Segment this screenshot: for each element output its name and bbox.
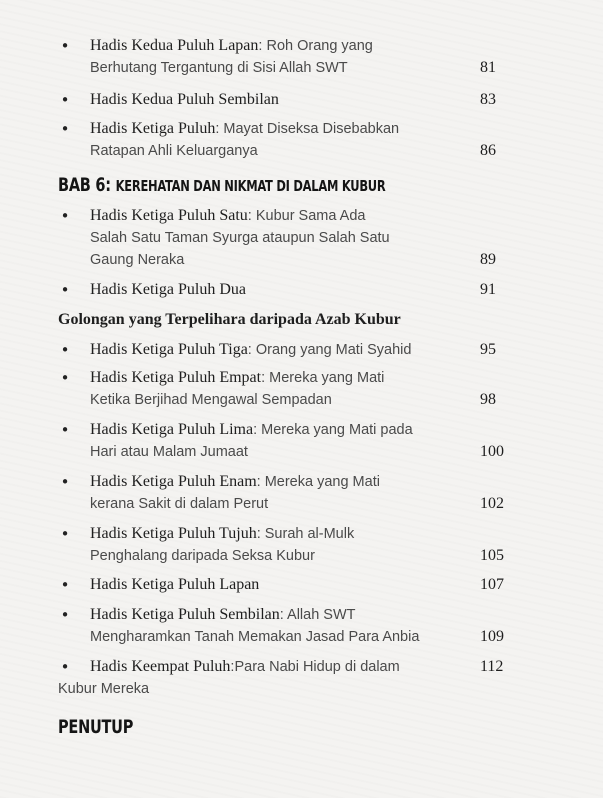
page-number: 95 bbox=[480, 341, 496, 358]
entry-description-line: Berhutang Tergantung di Sisi Allah SWT bbox=[90, 60, 348, 76]
page-number: 105 bbox=[480, 547, 504, 564]
page-number: 91 bbox=[480, 281, 496, 298]
bullet-icon: • bbox=[60, 207, 70, 225]
entry-text bbox=[90, 523, 460, 567]
page-number: 100 bbox=[480, 443, 504, 460]
entry-text bbox=[90, 339, 460, 361]
bullet-icon: • bbox=[60, 281, 70, 299]
bullet-icon: • bbox=[60, 606, 70, 624]
chapter-heading bbox=[58, 715, 133, 739]
page-number: 81 bbox=[480, 59, 496, 76]
entry-description: Mereka yang Mati bbox=[264, 474, 380, 490]
bullet-icon: • bbox=[60, 120, 70, 138]
entry-title: Hadis Ketiga Puluh Enam bbox=[90, 473, 257, 490]
entry-title: Hadis Ketiga Puluh Satu bbox=[90, 207, 248, 224]
bullet-icon: • bbox=[60, 525, 70, 543]
entry-description-line: Kubur Mereka bbox=[58, 681, 150, 697]
entry-text bbox=[90, 205, 460, 271]
entry-title: Hadis Ketiga Puluh bbox=[90, 120, 216, 137]
entry-title: Hadis Ketiga Puluh Sembilan bbox=[90, 606, 280, 623]
entry-description: Orang yang Mati Syahid bbox=[255, 342, 412, 358]
separator: : bbox=[215, 121, 224, 137]
separator: : bbox=[230, 659, 235, 675]
bullet-icon: • bbox=[60, 369, 70, 387]
entry-description-line: Mengharamkan Tanah Memakan Jasad Para Anbia bbox=[90, 629, 420, 645]
entry-description: Para Nabi Hidup di dalam bbox=[234, 659, 400, 675]
chapter-label: PENUTUP bbox=[58, 716, 134, 738]
entry-description: Roh Orang yang bbox=[266, 38, 373, 54]
entry-description: Mereka yang Mati bbox=[269, 370, 385, 386]
entry-title: Hadis Ketiga Puluh Lima bbox=[90, 421, 254, 438]
bullet-icon: • bbox=[60, 37, 70, 55]
chapter-label: BAB 6: bbox=[58, 174, 111, 196]
entry-title: Hadis Ketiga Puluh Empat bbox=[90, 369, 262, 386]
entry-title: Hadis Ketiga Puluh Tiga bbox=[90, 341, 248, 358]
bullet-icon: • bbox=[60, 658, 70, 676]
page-number: 83 bbox=[480, 91, 496, 108]
page-number: 98 bbox=[480, 391, 496, 408]
entry-description-line: Salah Satu Taman Syurga ataupun Salah Satu bbox=[90, 230, 390, 246]
entry-text bbox=[90, 118, 460, 162]
entry-title: Hadis Ketiga Puluh Lapan bbox=[90, 576, 260, 593]
separator: : bbox=[256, 474, 265, 490]
entry-title: Hadis Ketiga Puluh Tujuh bbox=[90, 525, 257, 542]
chapter-title: KEREHATAN DAN NIKMAT DI DALAM KUBUR bbox=[115, 177, 386, 195]
entry-text bbox=[90, 367, 460, 411]
entry-description: Kubur Sama Ada bbox=[255, 208, 366, 224]
entry-description-line: Hari atau Malam Jumaat bbox=[90, 444, 248, 460]
entry-text bbox=[90, 279, 460, 301]
separator: : bbox=[261, 370, 270, 386]
entry-text bbox=[90, 604, 460, 648]
bullet-icon: • bbox=[60, 421, 70, 439]
entry-title: Hadis Keempat Puluh bbox=[90, 658, 231, 675]
separator: : bbox=[247, 342, 256, 358]
page-number: 109 bbox=[480, 628, 504, 645]
chapter-heading bbox=[58, 173, 385, 198]
entry-text bbox=[90, 574, 460, 596]
entry-description-line: Gaung Neraka bbox=[90, 252, 185, 268]
entry-text bbox=[90, 89, 460, 111]
entry-text bbox=[58, 656, 460, 700]
separator: : bbox=[258, 38, 267, 54]
entry-title: Hadis Kedua Puluh Lapan bbox=[90, 37, 259, 54]
entry-description: Surah al-Mulk bbox=[264, 526, 355, 542]
entry-description-line: kerana Sakit di dalam Perut bbox=[90, 496, 269, 512]
entry-description-line: Ratapan Ahli Keluarganya bbox=[90, 143, 258, 159]
entry-text bbox=[90, 471, 460, 515]
separator: : bbox=[279, 607, 288, 623]
entry-text bbox=[90, 35, 460, 79]
separator: : bbox=[247, 208, 256, 224]
bullet-icon: • bbox=[60, 91, 70, 109]
entry-description: Mereka yang Mati pada bbox=[261, 422, 413, 438]
entry-title: Hadis Ketiga Puluh Dua bbox=[90, 281, 246, 298]
entry-description: Mayat Diseksa Disebabkan bbox=[223, 121, 400, 137]
entry-description-line: Ketika Berjihad Mengawal Sempadan bbox=[90, 392, 332, 408]
bullet-icon: • bbox=[60, 341, 70, 359]
page-number: 102 bbox=[480, 495, 504, 512]
entry-description-line: Penghalang daripada Seksa Kubur bbox=[90, 548, 315, 564]
separator: : bbox=[253, 422, 262, 438]
bullet-icon: • bbox=[60, 576, 70, 594]
page-number: 112 bbox=[480, 658, 504, 675]
section-subheading: Golongan yang Terpelihara daripada Azab Kubur bbox=[58, 311, 401, 328]
entry-description: Allah SWT bbox=[287, 607, 356, 623]
page-number: 86 bbox=[480, 142, 496, 159]
separator: : bbox=[256, 526, 265, 542]
page-number: 107 bbox=[480, 576, 504, 593]
entry-title: Hadis Kedua Puluh Sembilan bbox=[90, 91, 279, 108]
entry-text bbox=[90, 419, 460, 463]
page-number: 89 bbox=[480, 251, 496, 268]
bullet-icon: • bbox=[60, 473, 70, 491]
